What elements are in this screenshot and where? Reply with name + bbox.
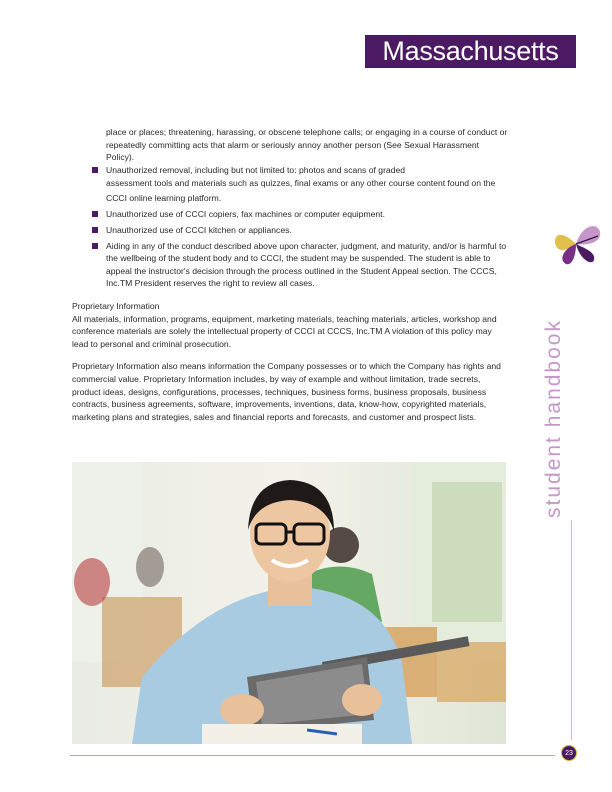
list-item-text: Unauthorized use of CCCI kitchen or appliances. [106,224,292,235]
list-item [72,240,508,290]
list-item-text: Unauthorized removal, including but not limited to: photos and scans of graded [106,164,406,175]
list-item [72,164,508,206]
sidebar-divider [571,520,572,740]
state-banner: Massachusetts [365,35,576,68]
section-paragraph: All materials, information, programs, equipment, marketing materials, teaching materials, articles, workshop and conference materials are solely the intellectual property of CCCI at CCCS, Inc.TM A violation of this policy may lead to personal and criminal prosecution. [72,313,497,349]
bullet-square-icon [92,167,98,173]
butterfly-logo-icon [550,218,602,268]
page-number-badge: 23 [561,745,577,761]
body-text [72,126,508,423]
photo-illustration [72,462,506,744]
list-item-text: Aiding in any of the conduct described above upon character, judgment, and maturity, and/or is harmful to the wellbeing of the student body and to CCCI, the student may be suspended. The student is able to appeal the instructor's decision through the process outlined in the Student Appeal section. The CCCS, Inc.TM President reserves the right to review all cases. [106,240,507,289]
bullet-square-icon [92,211,98,217]
list-item-text: Unauthorized use of CCCI copiers, fax machines or computer equipment. [106,209,385,220]
student-photo [72,462,506,744]
footer-rule [70,755,555,756]
list-item [72,208,508,221]
list-item [72,224,508,237]
list-continuation: place or places; threatening, harassing, or obscene telephone calls; or engaging in a course of conduct or repeatedly committing acts that alarm or seriously annoy another person (See Sexual Harassment Policy). [106,127,508,163]
bullet-square-icon [92,243,98,249]
section-paragraph: Proprietary Information also means information the Company possesses or to which the Company has rights and commercial value. Proprietary Information includes, by way of example and without limitation, trade secrets, product ideas, designs, configurations, processes, techniques, business forms, business proposals, business contracts, business agreements, software, improvements, inventions, data, know-how, copyrighted materials, marketing plans and strategies, sales and financial reports and forecasts, and customer and prospect lists. [72,361,501,422]
section-heading: Proprietary Information [72,300,160,311]
list-item-text-continued: assessment tools and materials such as quizzes, final exams or any other course content found on the CCCI online learning platform. [106,178,496,203]
bullet-square-icon [92,227,98,233]
sidebar-title: student handbook [542,319,565,518]
